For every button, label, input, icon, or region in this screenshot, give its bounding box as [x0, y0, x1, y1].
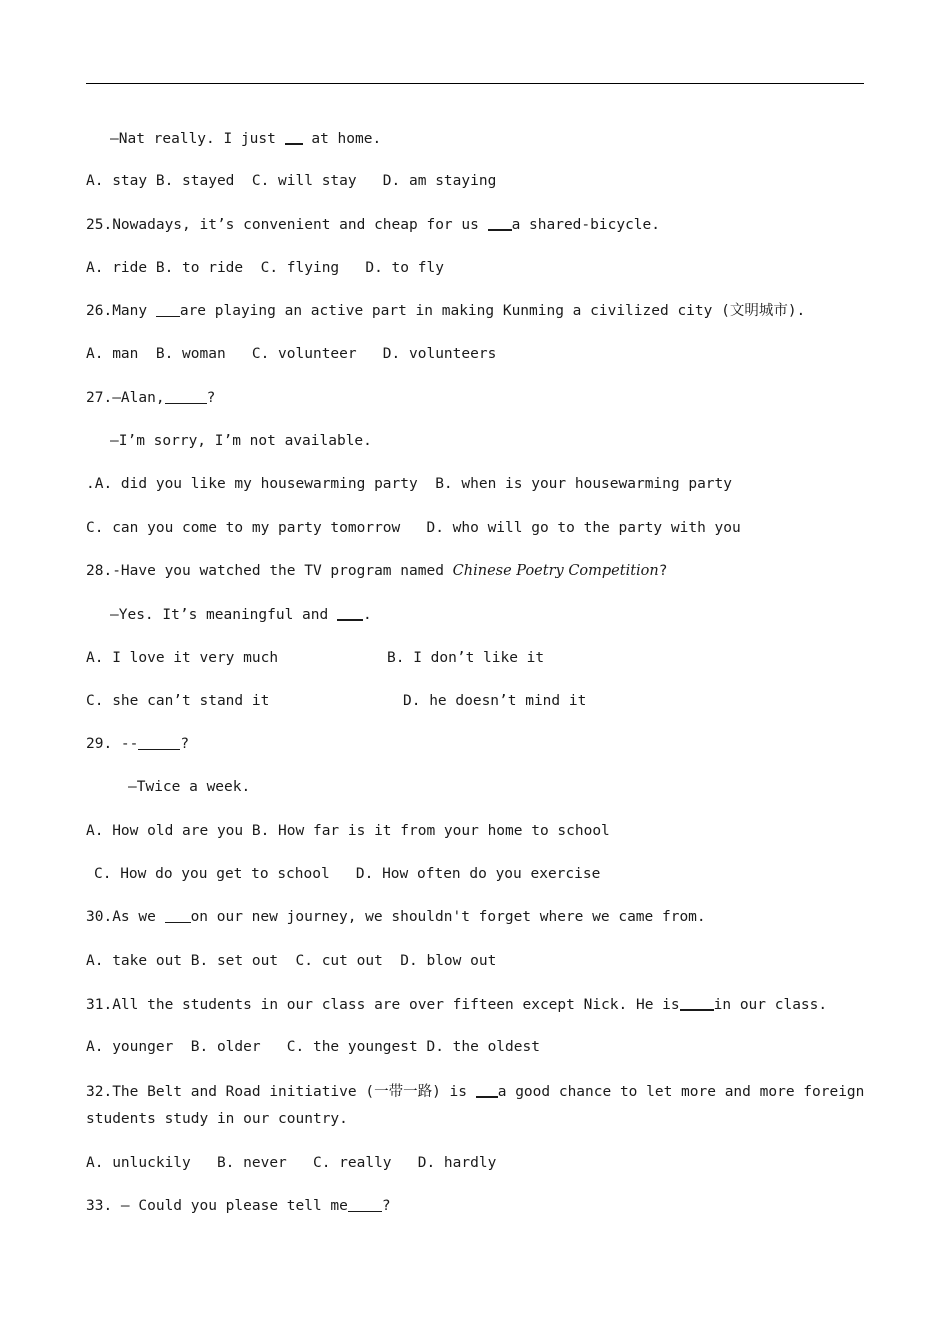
answer-blank — [138, 735, 180, 750]
options-line: .A. did you like my housewarming party B. when is your housewarming party — [86, 476, 733, 492]
text-line: —Twice a week. — [128, 779, 251, 795]
question-32: 32.The Belt and Road initiative (一带一路) is a good chance to let more and more foreign — [86, 1084, 865, 1100]
question-31: 31.All the students in our class are over fifteen except Nick. He is in our class. — [86, 997, 828, 1013]
options-line: A. stay B. stayed C. will stay D. am staying — [86, 173, 497, 189]
options-line: A. take out B. set out C. cut out D. blow out — [86, 953, 497, 969]
answer-blank — [488, 215, 512, 231]
question-25: 25.Nowadays, it’s convenient and cheap for us a shared-bicycle. — [86, 217, 660, 233]
answer-blank — [156, 302, 180, 317]
answer-blank — [165, 389, 207, 404]
text-line: —I’m sorry, I’m not available. — [110, 433, 372, 449]
question-33: 33. — Could you please tell me ? — [86, 1198, 391, 1214]
options-line: A. I love it very much B. I don’t like it — [86, 650, 545, 666]
options-line: C. she can’t stand it D. he doesn’t mind it — [86, 693, 587, 709]
options-line: A. man B. woman C. volunteer D. volunteers — [86, 346, 497, 362]
answer-blank — [348, 1197, 382, 1212]
options-line: A. younger B. older C. the youngest D. the oldest — [86, 1039, 540, 1055]
text-line: students study in our country. — [86, 1111, 348, 1127]
options-line: C. can you come to my party tomorrow D. who will go to the party with you — [86, 520, 741, 536]
question-29: 29. -- ? — [86, 736, 190, 752]
question-27: 27.—Alan, ? — [86, 390, 216, 406]
question-30: 30.As we on our new journey, we shouldn't forget where we came from. — [86, 909, 706, 925]
options-line: A. How old are you B. How far is it from your home to school — [86, 823, 610, 839]
question-28: 28.-Have you watched the TV program named Chinese Poetry Competition? — [86, 563, 668, 579]
options-line: C. How do you get to school D. How often do you exercise — [94, 866, 601, 882]
question-26: 26.Many are playing an active part in making Kunming a civilized city (文明城市). — [86, 303, 806, 319]
answer-blank — [680, 995, 714, 1011]
options-line: A. ride B. to ride C. flying D. to fly — [86, 260, 444, 276]
answer-blank — [285, 129, 303, 145]
text-line: —Yes. It’s meaningful and . — [110, 607, 372, 623]
answer-blank — [476, 1082, 498, 1098]
header-rule — [86, 83, 864, 84]
answer-blank — [165, 908, 191, 923]
text-line: —Nat really. I just at home. — [110, 131, 382, 147]
options-line: A. unluckily B. never C. really D. hardly — [86, 1155, 497, 1171]
answer-blank — [337, 605, 363, 621]
